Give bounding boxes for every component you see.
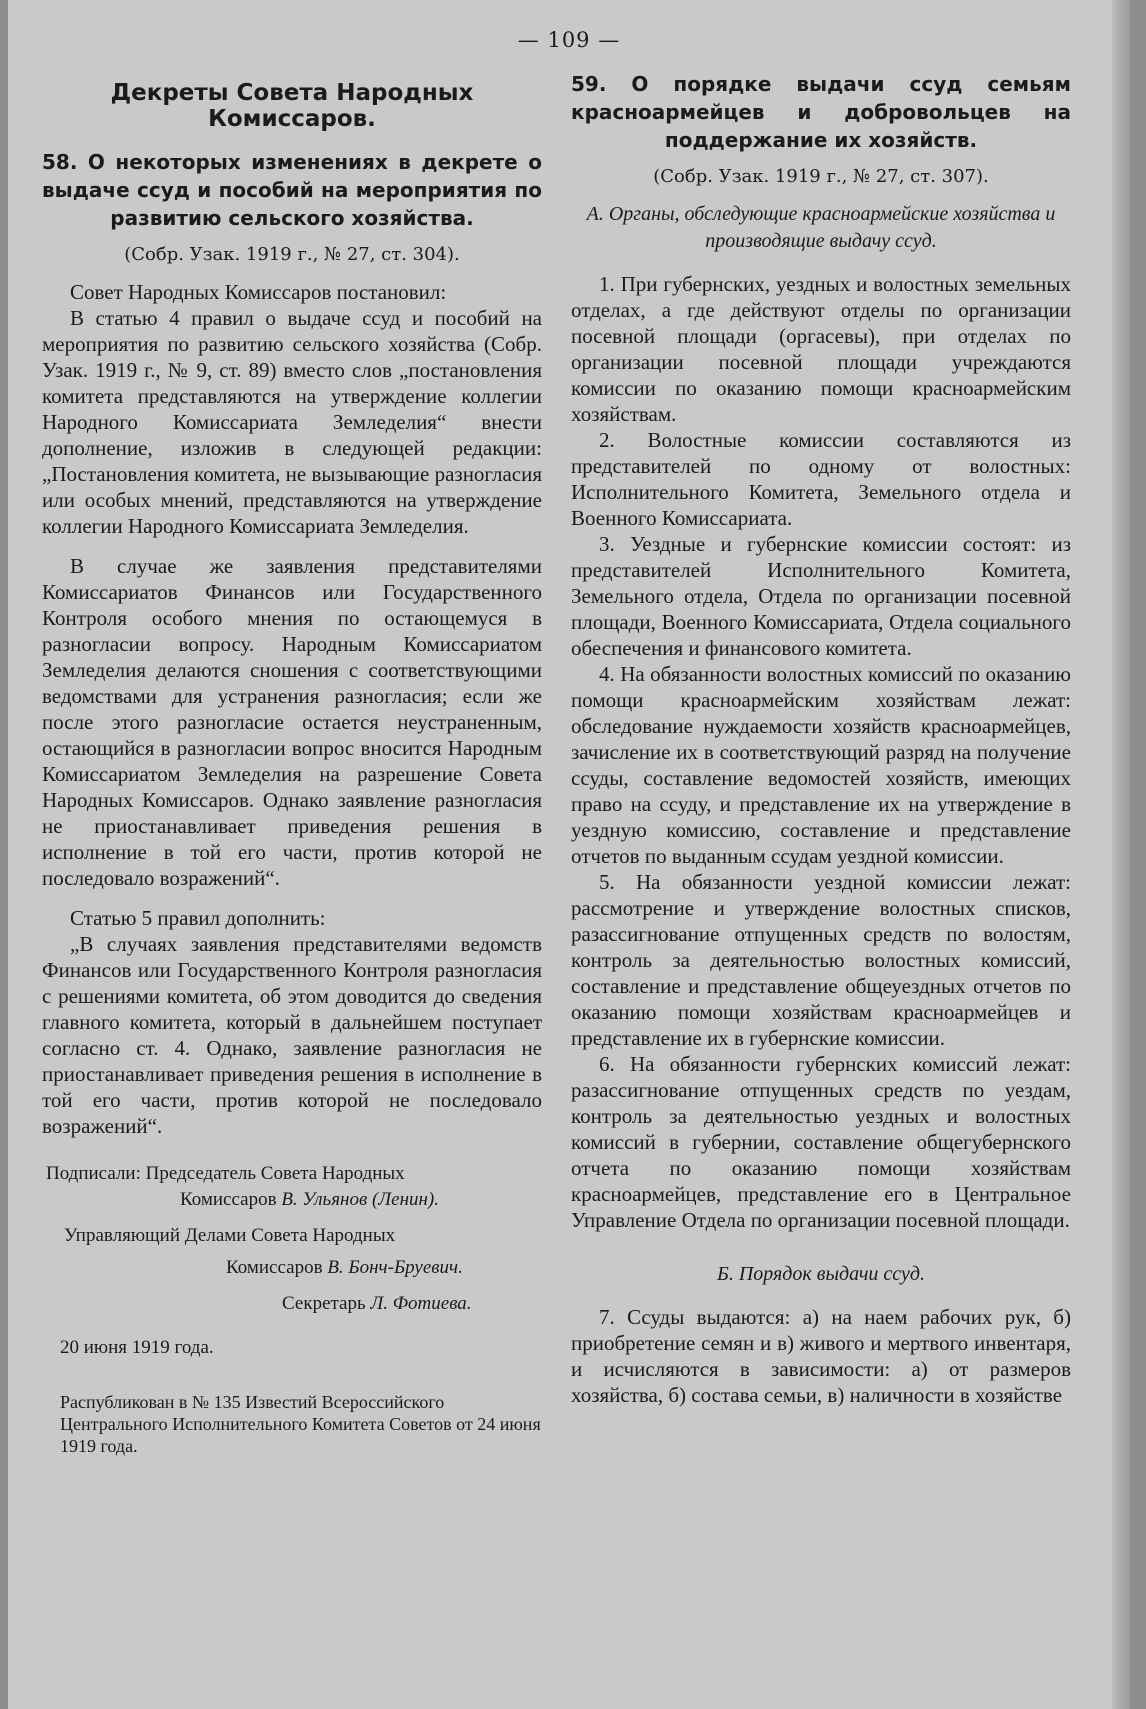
signature-chair-name: В. Ульянов (Ленин). — [281, 1189, 439, 1210]
paragraph: 5. На обязанности уездной комиссии лежат: рассмотрение и утверждение волостных списков, разассигнование отпущенных средств по волостям, контроль за деятельностью волостных комиссий, составление и представление общеуездных отчетов по оказанию помощи хозяйствам красноармейцев и представление их в губернские комиссии. — [571, 870, 1071, 1050]
signature-chair-line1: Подписали: Председатель Совета Народных — [46, 1163, 405, 1184]
paragraph: В случае же заявления представителями Комиссариатов Финансов или Государственного Контроля особого мнения по остающемуся в разногласии вопросу. Народным Комиссариатом Земледелия делаются сношения с соответствующими ведомствами для устранения разногласия; если же после этого разногласие остается неустраненным, остающийся в разногласии вопрос вносится Народным Комиссариатом Земледелия на разрешение Совета Народных Комиссаров. Однако заявление разногласия не приостанавливает приведения решения в исполнение в той его части, против которой не последовало возражений“. — [42, 554, 542, 890]
right-column — [571, 70, 1071, 1408]
decree-date: 20 июня 1919 года. — [60, 1337, 214, 1358]
signature-manager-line1: Управляющий Делами Совета Народных — [64, 1225, 396, 1246]
signature-secretary-label: Секретарь — [282, 1293, 366, 1314]
paragraph: 6. На обязанности губернских комиссий лежат: разассигнование отпущенных средств по уездам, контроль за деятельностью уездных и волостных комиссий в губернии, составление общегубернского отчета по оказанию помощи хозяйствам красноармейцев, представление его в Центральное Управление Отдела по организации посевной площади. — [571, 1052, 1071, 1232]
decree-59-source: (Собр. Узак. 1919 г., № 27, ст. 307). — [653, 166, 989, 187]
signature-chair-line2: Комиссаров — [180, 1189, 277, 1210]
page-number: — 109 — — [517, 28, 621, 52]
document-page — [8, 0, 1130, 1709]
paragraph: В статью 4 правил о выдаче ссуд и пособий на мероприятия по развитию сельского хозяйства (Собр. Узак. 1919 г., № 9, ст. 89) вместо слов „постановления комитета представляются на утверждение коллегии Народного Комиссариата Земледелия“ внести дополнение, изложив в следующей редакции: „Постановления комитета, не вызывающие разногласия или особых мнений, представляются на утверждение коллегии Народного Комиссариата Земледелия. — [42, 306, 542, 538]
paragraph: 3. Уездные и губернские комиссии состоят: из представителей Исполнительного Комитета, Земельного отдела, Отдела по организации посевной площади, Военного Комиссариата, Отдела социального обеспечения и финансового комитета. — [571, 532, 1071, 660]
paragraph: Статью 5 правил дополнить: — [70, 906, 326, 930]
left-column — [42, 70, 542, 1457]
decree-59-heading: 59. О порядке выдачи ссуд семьям красноармейцев и добровольцев на поддержание их хозяйств. — [571, 72, 1071, 152]
page-edge-shadow — [1112, 0, 1130, 1709]
paragraph: 7. Ссуды выдаются: а) на наем рабочих рук, б) приобретение семян и в) живого и мертвого инвентаря, и исчисляются в зависимости: а) от размеров хозяйства, б) состава семьи, в) наличности в хозяйстве — [571, 1305, 1071, 1407]
signatures-block — [42, 1161, 542, 1317]
paragraph: 1. При губернских, уездных и волостных земельных отделах, а где действуют отделы по организации посевной площади (оргасевы), при отделах по организации посевной площади учреждаются комиссии по оказанию помощи красноармейским хозяйствам. — [571, 272, 1071, 426]
paragraph: 2. Волостные комиссии составляются из представителей по одному от волостных: Исполнительного Комитета, Земельного отдела и Военного Комиссариата. — [571, 428, 1071, 530]
paragraph: 4. На обязанности волостных комиссий по оказанию помощи красноармейским хозяйствам лежат: обследование нуждаемости хозяйств красноармейцев, зачисление их в соответствующий разряд на получение ссуды, составление ведомостей хозяйств, имеющих право на ссуду, и представление их на утверждение в уездную комиссию, составление и представление отчетов по выданным ссудам уездной комиссии. — [571, 662, 1071, 868]
section-title: Декреты Совета Народных Комиссаров. — [110, 80, 474, 132]
publication-note: Распубликован в № 135 Известий Всероссийского Центрального Исполнительного Комитета Советов от 24 июня 1919 года. — [60, 1392, 541, 1456]
decree-58-heading: 58. О некоторых изменениях в декрете о выдаче ссуд и пособий на мероприятия по развитию сельского хозяйства. — [42, 150, 542, 230]
decree-58-source: (Собр. Узак. 1919 г., № 27, ст. 304). — [124, 244, 460, 265]
signature-manager-line2: Комиссаров — [226, 1257, 323, 1278]
paragraph: Совет Народных Комиссаров постановил: — [70, 280, 447, 304]
signature-secretary-name: Л. Фотиева. — [370, 1293, 472, 1314]
paragraph: „В случаях заявления представителями ведомств Финансов или Государственного Контроля разногласия с решениями комитета, об этом доводится до сведения главного комитета, который в дальнейшем поступает согласно ст. 4. Однако, заявление разногласия не приостанавливает приведения решения в исполнение в той его части, против которой не последовало возражений“. — [42, 932, 542, 1138]
subheading-b: Б. Порядок выдачи ссуд. — [717, 1263, 925, 1285]
subheading-a: А. Органы, обследующие красноармейские хозяйства и производящие выдачу ссуд. — [586, 203, 1056, 252]
signature-manager-name: В. Бонч-Бруевич. — [327, 1257, 463, 1278]
